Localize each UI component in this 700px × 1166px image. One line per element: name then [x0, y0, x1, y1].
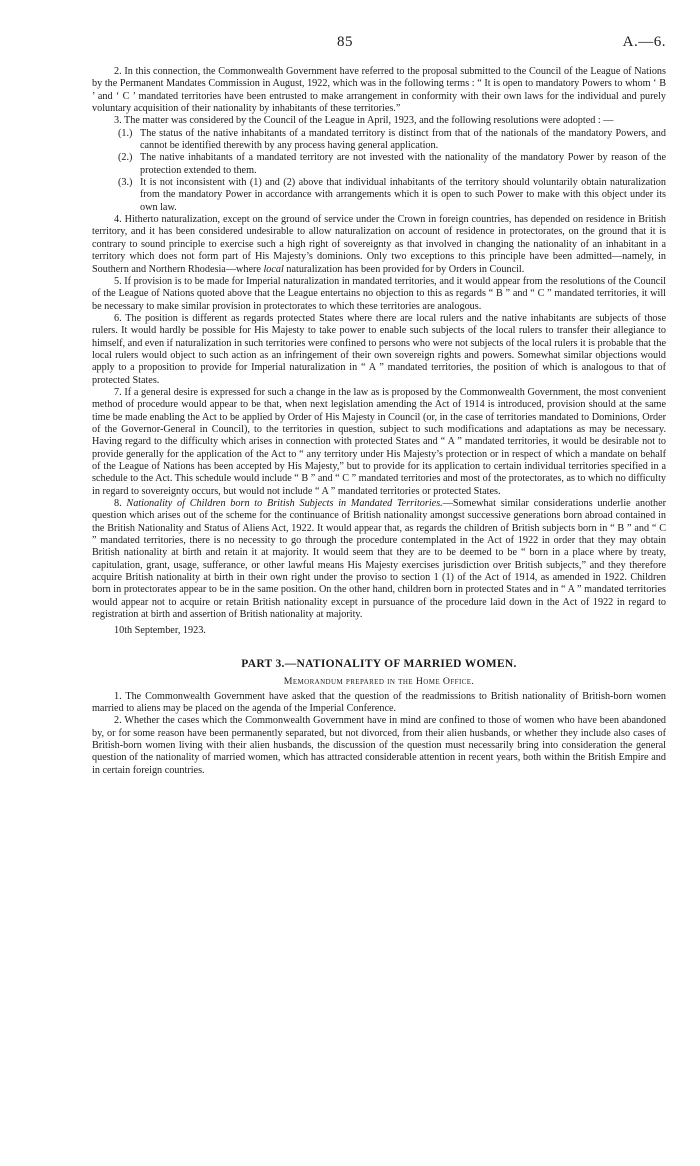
list-item-text: The status of the native inhabitants of a mandated territory is distinct from that of the nationals of the mandatory Powers, and cannot be identified therewith by any process having general application. — [140, 127, 666, 152]
paragraph-7: 7. If a general desire is expressed for such a change in the law as is proposed by the Commonwealth Government, the most convenient method of procedure would appear to be that, when next legislation amending the Act of 1914 is introduced, provision should at the same time be made enabling the Act to be applied by Order of His Majesty in Council (or, in the case of territories mandated to Dominions, Order of the Governor-General in Council), to the territories in question, subject to such modifications and adaptations as may be necessary. Having regard to the difficulty which arises in connection with protected States and “ A ” mandated territories, it would be desirable not to provide generally for the application of the Act to “ any territory under His Majesty’s protection or in respect of which a mandate on behalf of the League of Nations has been accepted by His Majesty,” but to provide for its application to certain individual territories specified in a schedule to the Act. This schedule would include “ B ” and “ C ” mandated territories and most of the protectorates, as to which no difficulty in regard to sovereignty occurs, but would not include “ A ” mandated territories or protected States. — [92, 386, 666, 497]
paragraph-8-text: —Somewhat similar considerations underlie another question which arises out of the scheme for the continuance of British nationality amongst successive generations born abroad contained in the British Nationality and Status of Aliens Act, 1922. It would appear that, as regards the children of British subjects born in “ B ” and “ C ” mandated territories, there is no necessity to go through the procedure contemplated in the Act of 1922 in order that they may obtain British nationality at birth and retain it at majority. It would seem that they are to be deemed to be “ born in a place where by treaty, capitulation, grant, usage, sufferance, or other lawful means His Majesty exercises jurisdiction over British subjects,” and they therefore acquire British nationality at birth in their own right under the proviso to section 1 (1) of the Act of 1914, as amended in 1922. Children born in protectorates appear to be in the same position. On the other hand, children born in protected States and in “ A ” mandated territories would appear not to acquire or retain British nationality except in pursuance of the procedure laid down in the Act of 1922 in regard to registration at birth and assertion of British nationality at majority. — [92, 498, 667, 621]
part3-paragraph-1: 1. The Commonwealth Government have asked that the question of the readmissions to British nationality of British-born women married to aliens may be placed on the agenda of the Imperial Conference. — [92, 690, 666, 714]
list-item — [118, 177, 666, 214]
resolutions-list — [92, 128, 666, 214]
document-date: 10th September, 1923. — [114, 625, 206, 637]
paragraph-2: 2. In this connection, the Commonwealth Government have referred to the proposal submitted to the Council of the League of Nations by the Permanent Mandates Commission in August, 1922, which was in the following terms : “ It is open to mandatory Powers to whom ‘ B ’ and ‘ C ’ mandated territories have been entrusted to make arrangement in conformity with their own laws for the individual and purely voluntary acquisition of their nationality by inhabitants of these territories.” — [92, 66, 666, 115]
part3-paragraph-2: 2. Whether the cases which the Commonwealth Government have in mind are confined to those of women who have been abandoned by, or for some reason have been permanently separated, but not divorced, from their alien husbands, or whether they include also cases of British-born women living with their alien husbands, the discussion of the question must necessarily bring into consideration the general question of the nationality of married women, which has attracted considerable attention in recent years, both within the British Empire and in certain foreign countries. — [92, 715, 666, 776]
paragraph-3: 3. The matter was considered by the Council of the League in April, 1923, and the following resolutions were adopted : — — [114, 115, 614, 127]
paragraph-8-heading: Nationality of Children born to British Subjects in Mandated Territories. — [126, 498, 443, 510]
list-item-text: The native inhabitants of a mandated territory are not invested with the nationality of the mandatory Power by reason of the protection extended to them. — [140, 152, 666, 176]
list-item-number: (3.) — [118, 177, 133, 189]
list-item-number: (2.) — [118, 152, 133, 164]
paragraph-6: 6. The position is different as regards protected States where there are local rulers and the native inhabitants are subjects of those rulers. It would hardly be possible for His Majesty to take power to enable such subjects of the local rulers to transfer their allegiance to himself, and even if naturalization in such territories were confined to persons who were not subjects of the local rulers it is probable that the local rulers would object to such action as an infringement of their own sovereign rights and powers. Somewhat similar objections would apply to a proposition to provide for Imperial naturalization in “ A ” mandated territories, the position of which is analogous to that of protected States. — [92, 312, 667, 386]
page-header — [92, 36, 666, 66]
list-item-text: It is not inconsistent with (1) and (2) above that individual inhabitants of the territory should voluntarily obtain naturalization from the mandatory Power in accordance with arrangements which it is open to such Power to make with this object under its own law. — [140, 177, 666, 213]
paragraph-4-emphasis: local — [263, 263, 284, 275]
memorandum-heading: Memorandum prepared in the Home Office. — [283, 676, 475, 688]
paragraph-4 — [92, 214, 666, 276]
list-item-number: (1.) — [118, 127, 133, 139]
paragraph-4-text: 4. Hitherto naturalization, except on the ground of service under the Crown in foreign countries, has depended on residence in British territory, and it has been considered undesirable to allow naturalization on account of residence in protectorates, on the ground that it is contrary to sound principle to exercise such a high right of sovereignty as that involved in changing the nationality of an inhabitant in a territory which does not form part of His Majesty’s dominions. Only two exceptions to this principle have been admitted—namely, in Southern and Northern Rhodesia—where — [92, 214, 666, 275]
page-number: 85 — [337, 34, 353, 50]
part-heading: PART 3.—NATIONALITY OF MARRIED WOMEN. — [241, 657, 517, 670]
list-item — [118, 128, 666, 153]
paragraph-5: 5. If provision is to be made for Imperial naturalization in mandated territories, and it would appear from the resolutions of the Council of the League of Nations quoted above that the League entertains no objection to this as regards “ B ” and “ C ” mandated territories, it will be necessary to make similar provision in protectorates to which these territories are analogous. — [92, 275, 666, 312]
paragraph-4-tail: naturalization has been provided for by Orders in Council. — [283, 263, 525, 275]
list-item — [118, 152, 666, 177]
paragraph-8-lead: 8. — [114, 498, 127, 510]
document-reference: A.—6. — [622, 34, 666, 50]
paragraph-8 — [92, 498, 666, 621]
